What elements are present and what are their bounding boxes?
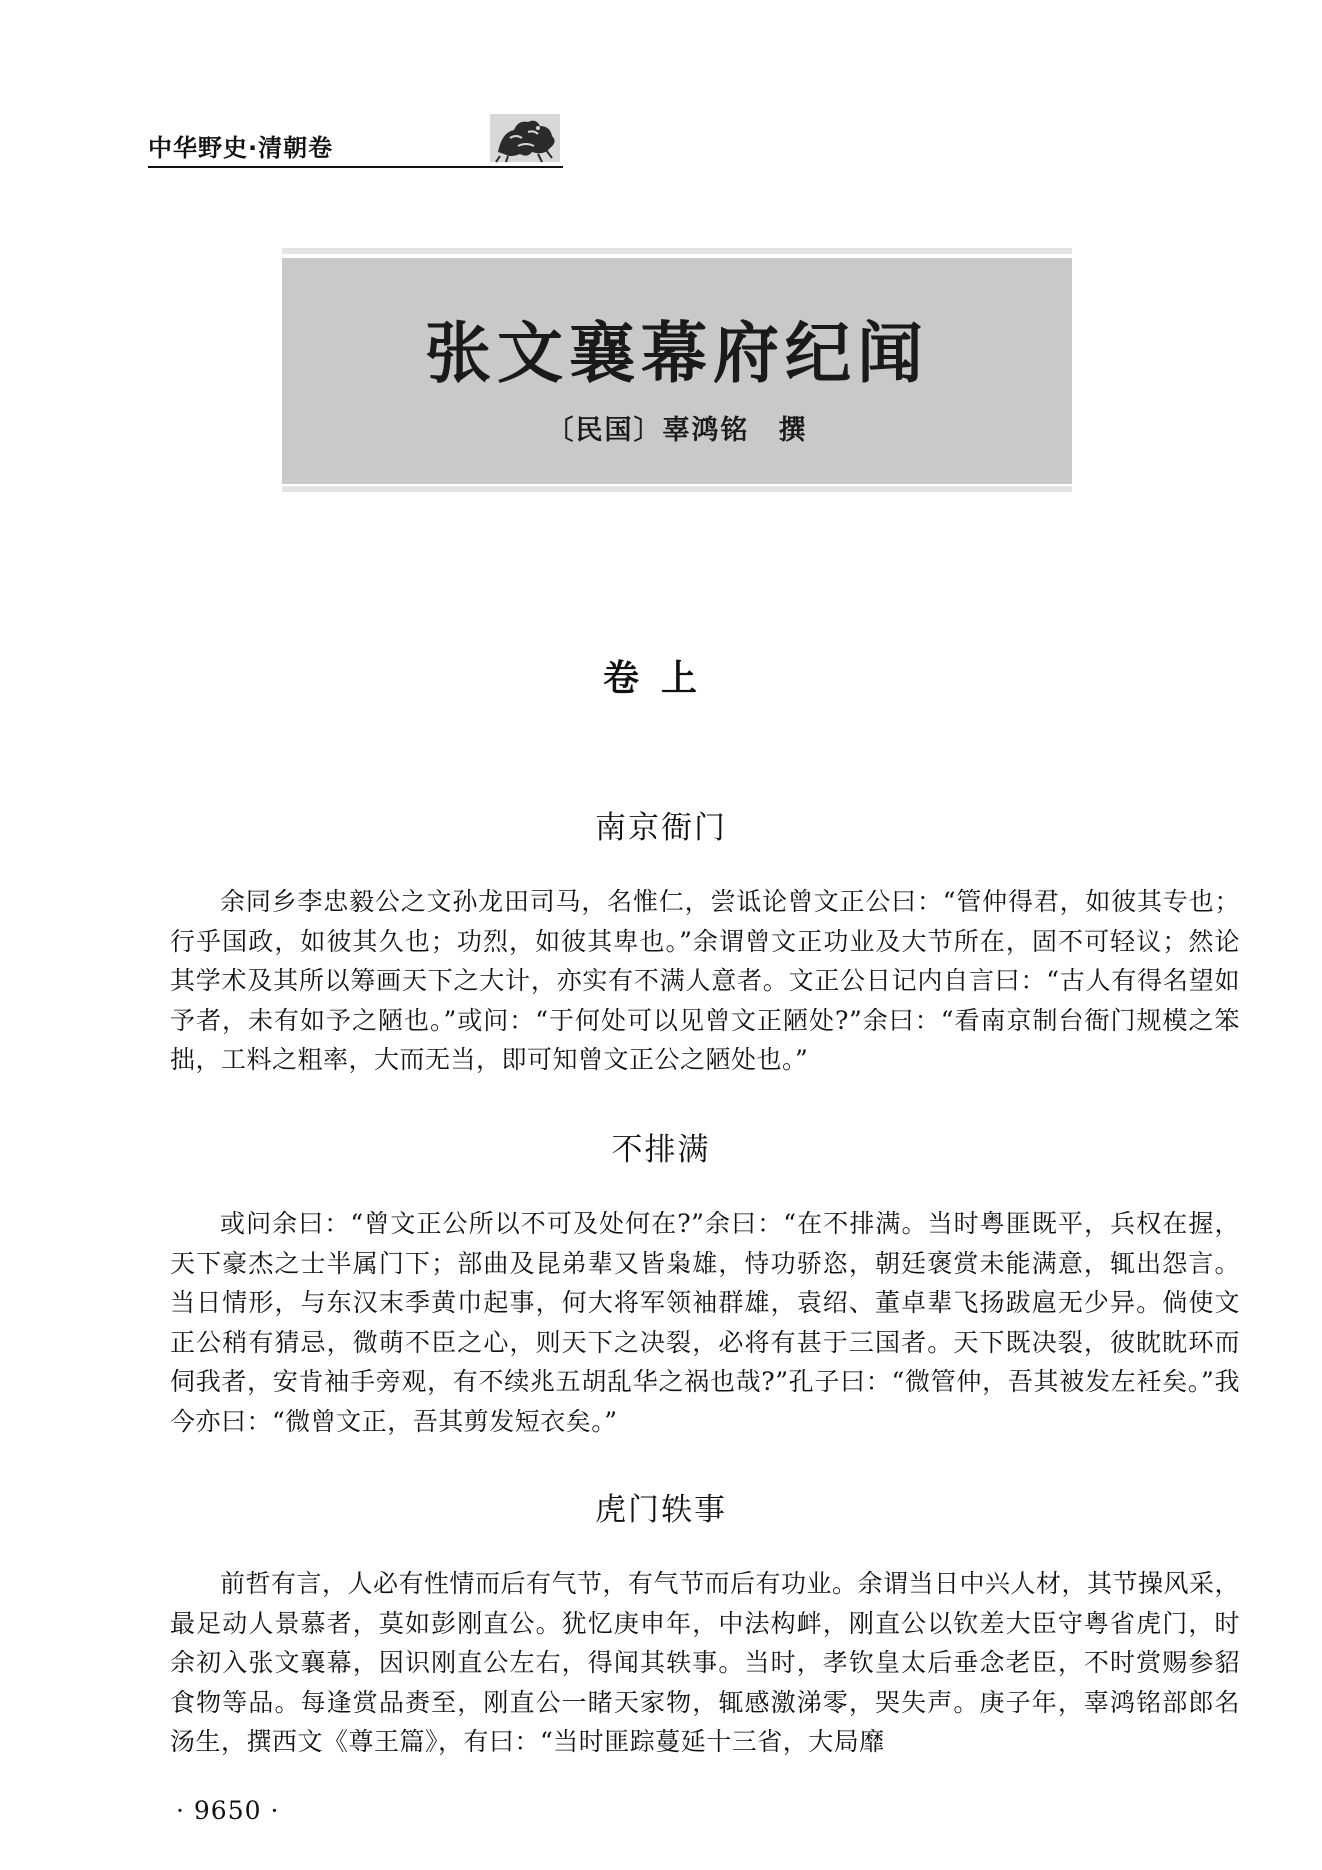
section-heading-humen-anecdote: 虎门轶事 xyxy=(595,1492,727,1528)
running-header xyxy=(148,116,563,170)
page-number: · 9650 · xyxy=(176,1796,280,1825)
running-title: 中华野史·清朝卷 xyxy=(148,134,334,162)
paragraph: 余同乡李忠毅公之文孙龙田司马，名惟仁，尝诋论曾文正公曰：“管仲得君，如彼其专也；行乎国政，如彼其久也；功烈，如彼其卑也。”余谓曾文正功业及大节所在，固不可轻议；然论其学术及其所以筹画天下之大计，亦实有不满人意者。文正公日记内自言曰：“古人有得名望如予者，未有如予之陋也。”或问：“于何处可以见曾文正陋处?”余曰：“看南京制台衙门规模之笨拙，工料之粗率，大而无当，即可知曾文正公之陋处也。” xyxy=(170,887,1240,1074)
book-title: 张文襄幕府纪闻 xyxy=(425,314,929,392)
section-heading-bu-paiman: 不排满 xyxy=(611,1132,711,1168)
tiger-ornament-icon xyxy=(488,112,562,164)
book-author: 〔民国〕辜鸿铭 撰 xyxy=(546,415,808,446)
volume-heading: 卷上 xyxy=(602,658,719,699)
header-rule xyxy=(148,166,563,168)
paragraph: 前哲有言，人必有性情而后有气节，有气节而后有功业。余谓当日中兴人材，其节操风采，最足动人景慕者，莫如彭刚直公。犹忆庚申年，中法构衅，刚直公以钦差大臣守粤省虎门，时余初入张文襄幕，因识刚直公左右，得闻其轶事。当时，孝钦皇太后垂念老臣，不时赏赐参貂食物等品。每逢赏品赉至，刚直公一睹天家物，辄感激涕零，哭失声。庚子年，辜鸿铭部郎名汤生，撰西文《尊王篇》，有曰：“当时匪踪蔓延十三省，大局靡 xyxy=(170,1569,1241,1756)
title-banner xyxy=(282,258,1072,484)
paragraph: 或问余曰：“曾文正公所以不可及处何在?”余曰：“在不排满。当时粤匪既平，兵权在握，天下豪杰之士半属门下；部曲及昆弟辈又皆枭雄，恃功骄恣，朝廷褒赏未能满意，辄出怨言。当日情形，与东汉末季黄巾起事，何大将军领袖群雄，袁绍、董卓辈飞扬跋扈无少异。倘使文正公稍有猜忌，微萌不臣之心，则天下之决裂，必将有甚于三国者。天下既决裂，彼眈眈环而伺我者，安肯袖手旁观，有不续兆五胡乱华之祸也哉?”孔子曰：“微管仲，吾其被发左衽矣。”我今亦曰：“微曾文正，吾其剪发短衣矣。” xyxy=(170,1209,1240,1436)
section-heading-nanjing-yamen: 南京衙门 xyxy=(595,810,727,846)
